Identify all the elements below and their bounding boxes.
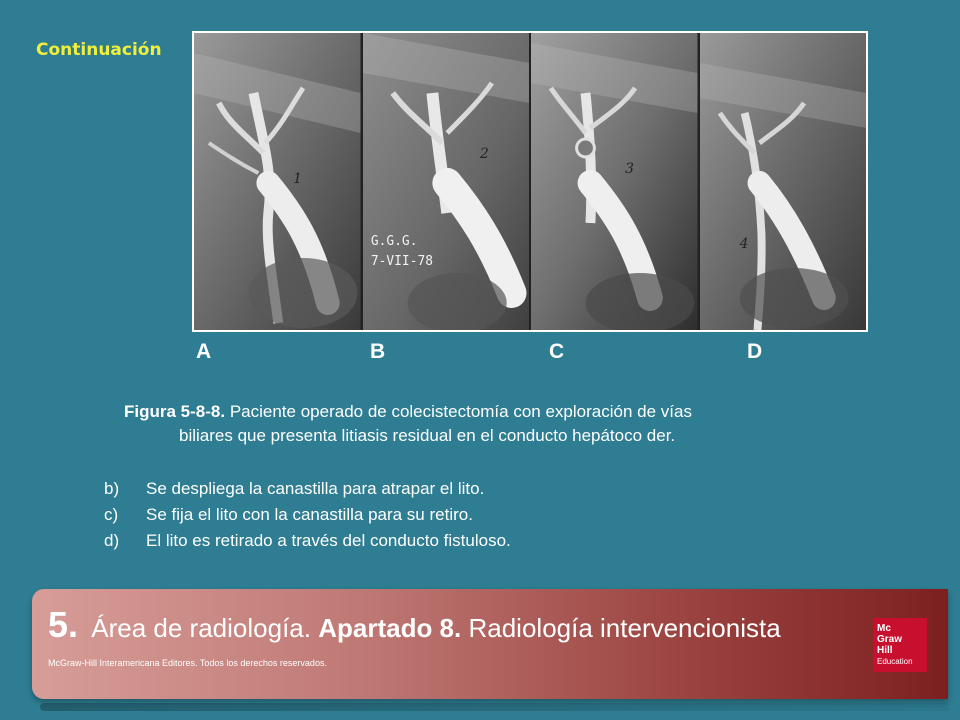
xray-image-a — [194, 33, 361, 330]
area-label: Área de radiología. — [91, 613, 311, 643]
continuation-label: Continuación — [36, 40, 162, 60]
film-number-d: 4 — [739, 235, 748, 253]
xray-panel-d — [700, 33, 867, 330]
section-title: Radiología intervencionista — [468, 613, 781, 643]
logo-line-1: Mc — [877, 623, 891, 634]
logo-line-3: Hill — [877, 645, 893, 656]
xray-panel-c — [531, 33, 698, 330]
xray-panel-a — [194, 33, 361, 330]
list-text: Se despliega la canastilla para atrapar el lito. — [146, 479, 485, 498]
copyright-notice: McGraw-Hill Interamericana Editores. Todos los derechos reservados. — [48, 658, 327, 668]
caption-figure-label: Figura 5-8-8. — [124, 402, 226, 421]
xray-strip — [194, 33, 866, 330]
xray-figure — [192, 31, 868, 332]
film-number-a: 1 — [293, 170, 302, 188]
panel-label-c: C — [549, 340, 565, 363]
chapter-number: 5. — [48, 604, 79, 645]
mcgraw-hill-logo — [873, 618, 927, 672]
footer-shadow — [40, 703, 950, 711]
xray-image-b — [363, 33, 530, 330]
caption-line-1 — [124, 400, 854, 424]
film-marking-date: 7-VII-78 — [370, 253, 433, 270]
xray-panel-b — [363, 33, 530, 330]
caption-line-2: biliares que presenta litiasis residual en el conducto hepátoco der. — [179, 426, 676, 445]
panel-label-a: A — [196, 340, 212, 363]
caption-text-1: Paciente operado de colecistectomía con exploración de vías — [229, 402, 692, 421]
xray-image-d — [700, 33, 867, 330]
panel-label-b: B — [370, 340, 386, 363]
list-item — [104, 528, 804, 554]
figure-caption — [124, 400, 854, 448]
list-text: El lito es retirado a través del conducto fistuloso. — [146, 531, 511, 550]
list-text: Se fija el lito con la canastilla para su retiro. — [146, 505, 473, 524]
list-marker: b) — [104, 479, 120, 498]
section-label: Apartado 8. — [318, 613, 462, 643]
logo-line-2: Graw — [877, 634, 903, 645]
list-item — [104, 476, 804, 502]
film-number-c: 3 — [625, 160, 634, 178]
xray-image-c — [531, 33, 698, 330]
list-marker: c) — [104, 505, 119, 524]
film-number-b: 2 — [479, 145, 489, 163]
list-item — [104, 502, 804, 528]
film-marking-initials: G.G.G. — [370, 233, 417, 250]
steps-list — [104, 476, 804, 554]
footer-title — [48, 604, 781, 646]
panel-label-d: D — [747, 340, 763, 363]
list-marker: d) — [104, 531, 120, 550]
logo-line-4: Education — [877, 657, 913, 666]
